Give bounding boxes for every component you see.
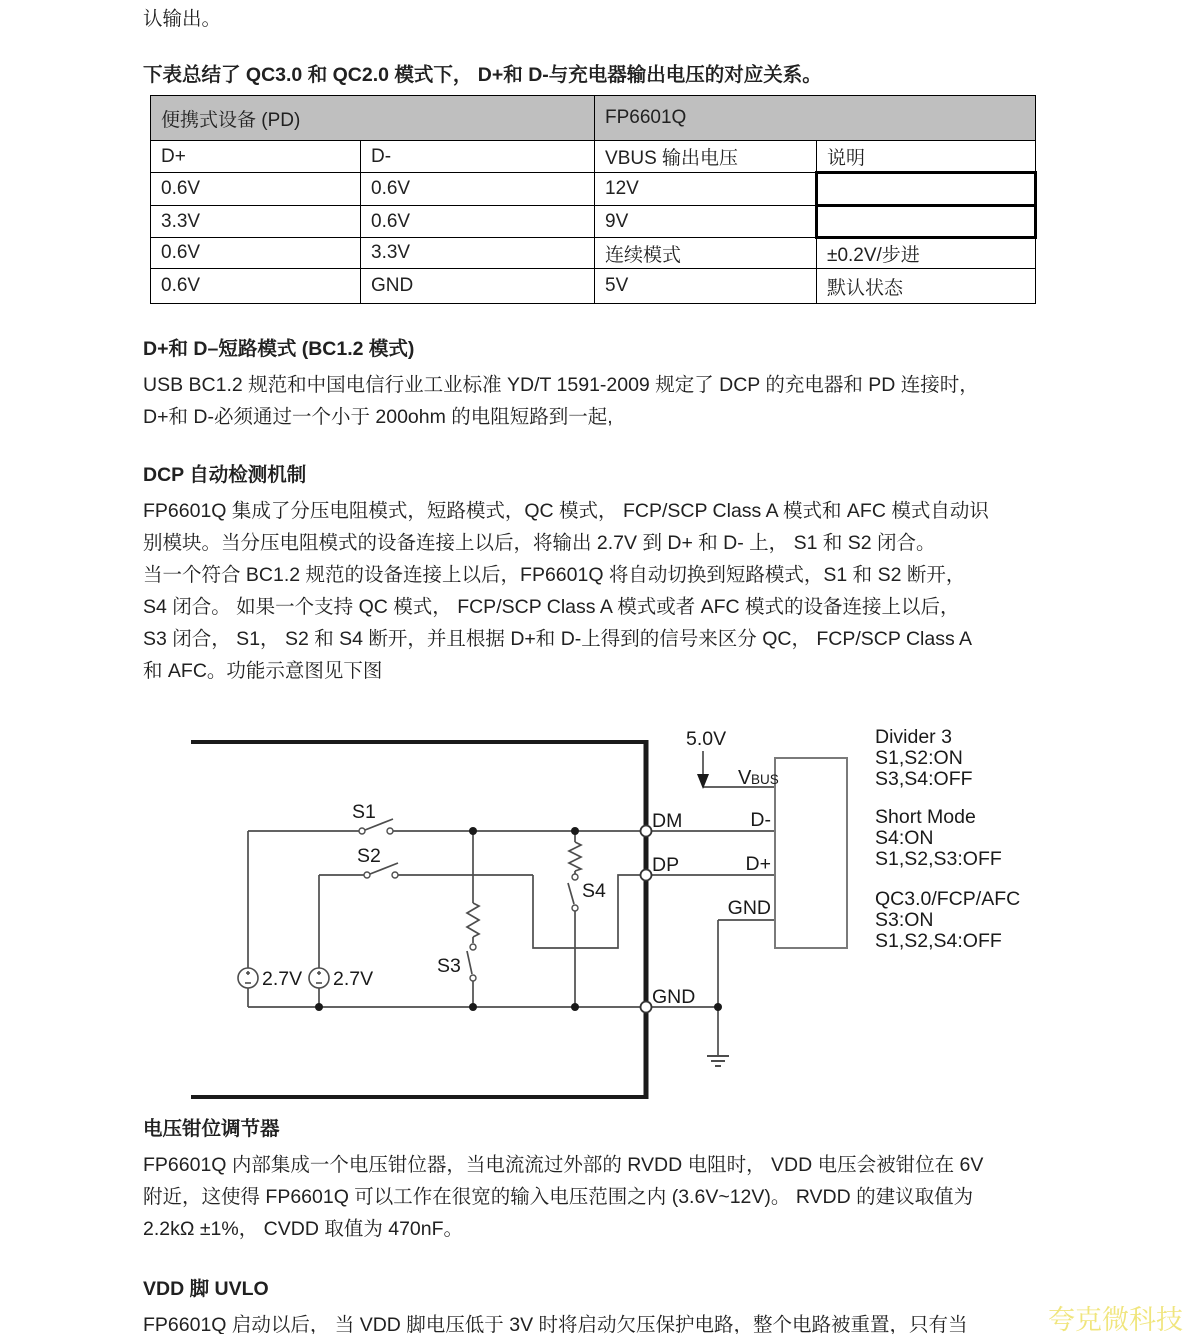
cell: 3.3V	[361, 238, 595, 269]
mode-qc-title: QC3.0/FCP/AFC	[875, 888, 1021, 910]
paragraph-line: 当一个符合 BC1.2 规范的设备连接上以后，FP6601Q 将自动切换到短路模式，S1 和 S2 断开，	[143, 564, 966, 586]
cell: 0.6V	[151, 269, 361, 304]
col-header-dplus: D+	[151, 141, 361, 173]
mode-divider-title: Divider 3	[875, 726, 952, 748]
mode-annotations	[875, 726, 1020, 952]
mode-short-title: Short Mode	[875, 806, 976, 828]
paragraph-line: FP6601Q 启动以后， 当 VDD 脚电压低于 3V 时将启动欠压保护电路，整个电路被重置，只有当	[143, 1314, 968, 1334]
supply-label: 5.0V	[686, 728, 727, 750]
source-label-2: 2.7V	[333, 968, 374, 990]
section-heading: D+和 D–短路模式 (BC1.2 模式)	[143, 338, 415, 360]
table-caption: 下表总结了 QC3.0 和 QC2.0 模式下， D+和 D-与充电器输出电压的对应关系。	[143, 64, 822, 86]
cell: 0.6V	[361, 173, 595, 206]
ground-symbol	[707, 1056, 729, 1066]
terminal-dm	[641, 826, 652, 837]
section-heading: VDD 脚 UVLO	[143, 1278, 269, 1300]
paragraph-line: 和 AFC。功能示意图见下图	[143, 660, 383, 682]
pin-label-vbus-sub: BUS	[751, 772, 779, 787]
device-frame	[191, 740, 648, 1099]
paragraph-line: S3 闭合， S1， S2 和 S4 断开，并且根据 D+和 D-上得到的信号来区分 QC， FCP/SCP Class A	[143, 628, 973, 650]
cell: GND	[361, 269, 595, 304]
port-label-dp: DP	[652, 854, 680, 876]
ic-box	[775, 758, 847, 948]
source-label-1: 2.7V	[262, 968, 303, 990]
mode-qc-on: S3:ON	[875, 909, 934, 931]
cell: 连续模式	[595, 238, 817, 269]
terminal-dp	[641, 870, 652, 881]
mode-divider-on: S1,S2:ON	[875, 747, 963, 769]
wires	[248, 751, 775, 1056]
paragraph-line: USB BC1.2 规范和中国电信行业工业标准 YD/T 1591-2009 规定了 DCP 的充电器和 PD 连接时，	[143, 374, 979, 396]
resistor-s4	[569, 842, 581, 871]
cell: 9V	[595, 206, 817, 238]
section-voltage-clamp	[143, 1116, 983, 1245]
paragraph-line: S4 闭合。 如果一个支持 QC 模式， FCP/SCP Class A 模式或者 AFC 模式的设备连接上以后，	[143, 596, 960, 618]
cell: 12V	[595, 173, 817, 206]
cell: ±0.2V/步进	[817, 238, 1036, 269]
table-group-header-pd: 便携式设备 (PD)	[151, 96, 595, 141]
switch-label-s3: S3	[437, 955, 461, 977]
paragraph-line: 别模块。当分压电阻模式的设备连接上以后，将输出 2.7V 到 D+ 和 D- 上， S1 和 S2 闭合。	[143, 532, 936, 554]
port-label-dm: DM	[652, 810, 683, 832]
cell: 5V	[595, 269, 817, 304]
table-group-header-fp6601q: FP6601Q	[595, 96, 1036, 141]
col-header-dminus: D-	[361, 141, 595, 173]
voltage-source-2	[309, 968, 329, 988]
cell: 3.3V	[151, 206, 361, 238]
cell: 0.6V	[361, 206, 595, 238]
pin-label-vbus-v: V	[738, 767, 752, 789]
col-header-vbus: VBUS 输出电压	[595, 141, 817, 173]
cell: 0.6V	[151, 238, 361, 269]
mode-qc-off: S1,S2,S4:OFF	[875, 930, 1002, 952]
section-heading: 电压钳位调节器	[143, 1118, 280, 1140]
col-header-note: 说明	[817, 141, 1036, 173]
switch-label-s4: S4	[582, 880, 606, 902]
watermark: 夸克微科技	[1048, 1305, 1183, 1334]
mode-short-off: S1,S2,S3:OFF	[875, 848, 1002, 870]
terminal-gnd	[641, 1002, 652, 1013]
paragraph-line: D+和 D-必须通过一个小于 200ohm 的电阻短路到一起,	[143, 406, 613, 428]
switch-label-s1: S1	[352, 801, 376, 823]
paragraph-line: FP6601Q 集成了分压电阻模式，短路模式，QC 模式， FCP/SCP Class A 模式和 AFC 模式自动识	[143, 500, 989, 522]
mode-short-on: S4:ON	[875, 827, 934, 849]
pin-label-dminus: D-	[750, 809, 771, 831]
section-vdd-uvlo	[143, 1276, 968, 1334]
cell: 默认状态	[817, 269, 1036, 304]
voltage-source-1	[238, 968, 258, 988]
intro-text: 认输出。	[143, 8, 222, 30]
resistor-s3	[467, 903, 479, 937]
paragraph-line: 2.2kΩ ±1%， CVDD 取值为 470nF。	[143, 1218, 464, 1240]
pin-label-gnd: GND	[727, 897, 771, 919]
mode-divider-off: S3,S4:OFF	[875, 768, 973, 790]
paragraph-line: FP6601Q 内部集成一个电压钳位器，当电流流过外部的 RVDD 电阻时， VDD 电压会被钳位在 6V	[143, 1154, 984, 1176]
port-label-gnd: GND	[652, 986, 696, 1008]
section-heading: DCP 自动检测机制	[143, 464, 307, 486]
paragraph-line: 附近，这使得 FP6601Q 可以工作在很宽的输入电压范围之内 (3.6V~12V)。 RVDD 的建议取值为	[143, 1186, 974, 1208]
switch-label-s2: S2	[357, 845, 381, 867]
pin-label-dplus: D+	[745, 853, 771, 875]
cell: 0.6V	[151, 173, 361, 206]
